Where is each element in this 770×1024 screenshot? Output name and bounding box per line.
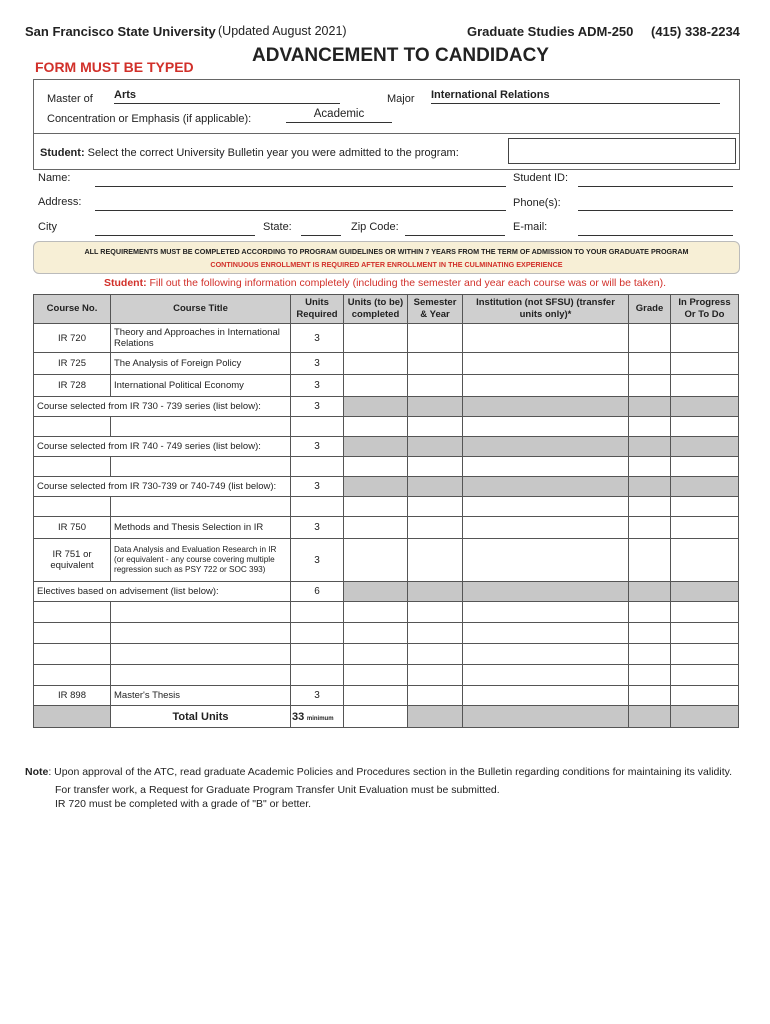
- semester-cell[interactable]: [408, 686, 463, 706]
- course-title: Theory and Approaches in International Relations: [111, 324, 291, 353]
- units-completed-cell[interactable]: [344, 324, 408, 353]
- course-title: Methods and Thesis Selection in IR: [111, 517, 291, 539]
- office-phone: (415) 338-2234: [651, 24, 740, 39]
- validity-note: Note: Upon approval of the ATC, read graduate Academic Policies and Procedures section in the Bulletin regarding conditions for maintaining its validity.: [25, 766, 733, 778]
- units-required: 3: [291, 477, 344, 497]
- table-row: [34, 644, 739, 665]
- email-field[interactable]: [578, 222, 733, 236]
- selection-label: Course selected from IR 740 - 749 series (list below):: [34, 437, 291, 457]
- major-field[interactable]: International Relations: [431, 89, 720, 104]
- course-no-cell[interactable]: [34, 417, 111, 437]
- email-label: E-mail:: [513, 221, 548, 233]
- city-label: City: [38, 221, 57, 233]
- units-required: 3: [291, 437, 344, 457]
- transfer-note: For transfer work, a Request for Graduate Program Transfer Unit Evaluation must be submitted.: [55, 784, 500, 796]
- course-title: Data Analysis and Evaluation Research in IR (or equivalent - any course covering multiple regression such as PSY 722 or SOC 393): [111, 539, 291, 582]
- total-units-label: Total Units: [111, 706, 291, 728]
- fill-instruction: Student: Fill out the following information completely (including the semester and year each course was or will be taken).: [104, 277, 666, 289]
- table-row: [34, 665, 739, 686]
- course-title: The Analysis of Foreign Policy: [111, 353, 291, 375]
- units-required: 3: [291, 324, 344, 353]
- course-title: International Political Economy: [111, 375, 291, 397]
- table-row: [34, 582, 739, 602]
- col-units-required: Units Required: [291, 295, 344, 324]
- master-of-label: Master of: [47, 93, 93, 105]
- table-row: [34, 602, 739, 623]
- requirements-line-2: CONTINUOUS ENROLLMENT IS REQUIRED AFTER ENROLLMENT IN THE CULMINATING EXPERIENCE: [210, 260, 563, 269]
- institution-cell[interactable]: [463, 324, 629, 353]
- grade-cell[interactable]: [629, 375, 671, 397]
- master-of-field[interactable]: Arts: [114, 89, 340, 104]
- course-no-cell[interactable]: [34, 457, 111, 477]
- name-field[interactable]: [95, 173, 506, 187]
- course-no: IR 898: [34, 686, 111, 706]
- phone-field[interactable]: [578, 197, 733, 211]
- col-in-progress: In Progress Or To Do: [671, 295, 739, 324]
- city-field[interactable]: [95, 222, 255, 236]
- selection-label: Electives based on advisement (list below):: [34, 582, 291, 602]
- course-title: Master's Thesis: [111, 686, 291, 706]
- in-progress-cell[interactable]: [671, 517, 739, 539]
- course-no: IR 720: [34, 324, 111, 353]
- table-row: [34, 397, 739, 417]
- requirements-banner: [33, 241, 740, 274]
- address-field[interactable]: [95, 197, 506, 211]
- in-progress-cell[interactable]: [671, 375, 739, 397]
- col-units-completed: Units (to be) completed: [344, 295, 408, 324]
- grade-cell[interactable]: [629, 324, 671, 353]
- in-progress-cell[interactable]: [671, 686, 739, 706]
- semester-cell[interactable]: [408, 324, 463, 353]
- selection-label: Course selected from IR 730 - 739 series (list below):: [34, 397, 291, 417]
- in-progress-cell[interactable]: [671, 353, 739, 375]
- course-title-cell[interactable]: [111, 417, 291, 437]
- form-typed-notice: FORM MUST BE TYPED: [35, 59, 194, 75]
- phone-label: Phone(s):: [513, 197, 561, 209]
- col-course-title: Course Title: [111, 295, 291, 324]
- institution-cell[interactable]: [463, 517, 629, 539]
- units-required: 3: [291, 539, 344, 582]
- selection-label: Course selected from IR 730-739 or 740-749 (list below):: [34, 477, 291, 497]
- zip-label: Zip Code:: [351, 221, 399, 233]
- student-id-field[interactable]: [578, 173, 733, 187]
- in-progress-cell[interactable]: [671, 539, 739, 582]
- name-label: Name:: [38, 172, 71, 184]
- col-semester: Semester & Year: [408, 295, 463, 324]
- institution-cell[interactable]: [463, 353, 629, 375]
- units-required: 6: [291, 582, 344, 602]
- state-field[interactable]: [301, 222, 341, 236]
- bulletin-label: Student: Select the correct University Bulletin year you were admitted to the program:: [40, 147, 459, 159]
- units-completed-cell[interactable]: [344, 539, 408, 582]
- semester-cell[interactable]: [408, 539, 463, 582]
- table-row: [34, 517, 739, 539]
- table-row: [34, 353, 739, 375]
- total-row: [34, 706, 739, 728]
- grade-cell[interactable]: [629, 353, 671, 375]
- course-no-cell[interactable]: [34, 497, 111, 517]
- units-required: 3: [291, 397, 344, 417]
- student-id-label: Student ID:: [513, 172, 569, 184]
- table-row: [34, 457, 739, 477]
- total-units-value: 33 minimum: [291, 706, 344, 728]
- table-row: [34, 686, 739, 706]
- grade-cell[interactable]: [629, 517, 671, 539]
- grade-cell[interactable]: [629, 686, 671, 706]
- semester-cell[interactable]: [408, 375, 463, 397]
- course-no: IR 751 or equivalent: [34, 539, 111, 582]
- units-required: 3: [291, 375, 344, 397]
- institution-cell[interactable]: [463, 539, 629, 582]
- institution-cell[interactable]: [463, 686, 629, 706]
- units-required: 3: [291, 517, 344, 539]
- table-row: [34, 324, 739, 353]
- course-title-cell[interactable]: [111, 497, 291, 517]
- table-row: [34, 417, 739, 437]
- course-title-cell[interactable]: [111, 457, 291, 477]
- major-label: Major: [387, 93, 415, 105]
- semester-cell[interactable]: [408, 353, 463, 375]
- col-institution: Institution (not SFSU) (transfer units only)*: [463, 295, 629, 324]
- course-no: IR 728: [34, 375, 111, 397]
- concentration-label: Concentration or Emphasis (if applicable):: [47, 113, 252, 125]
- table-row: [34, 623, 739, 644]
- bulletin-year-field[interactable]: [508, 138, 736, 164]
- address-label: Address:: [38, 196, 82, 208]
- units-required: 3: [291, 353, 344, 375]
- state-label: State:: [263, 221, 292, 233]
- page-title: ADVANCEMENT TO CANDIDACY: [252, 45, 549, 66]
- course-no: IR 725: [34, 353, 111, 375]
- in-progress-cell[interactable]: [671, 324, 739, 353]
- table-row: [34, 437, 739, 457]
- units-required: 3: [291, 686, 344, 706]
- course-no: IR 750: [34, 517, 111, 539]
- table-row: [34, 539, 739, 582]
- col-course-no: Course No.: [34, 295, 111, 324]
- office-code: Graduate Studies ADM-250: [467, 24, 634, 39]
- col-grade: Grade: [629, 295, 671, 324]
- semester-cell[interactable]: [408, 517, 463, 539]
- concentration-field[interactable]: Academic: [286, 108, 392, 123]
- units-completed-cell[interactable]: [344, 353, 408, 375]
- bulletin-row: [33, 133, 740, 170]
- university-name: San Francisco State University: [25, 24, 216, 39]
- units-completed-cell[interactable]: [344, 517, 408, 539]
- table-row: [34, 375, 739, 397]
- table-row: [34, 497, 739, 517]
- grade-note: IR 720 must be completed with a grade of "B" or better.: [55, 798, 312, 810]
- units-completed-cell[interactable]: [344, 375, 408, 397]
- grade-cell[interactable]: [629, 539, 671, 582]
- updated-date: (Updated August 2021): [218, 24, 347, 38]
- requirements-line-1: ALL REQUIREMENTS MUST BE COMPLETED ACCORDING TO PROGRAM GUIDELINES OR WITHIN 7 YEARS FROM THE TERM OF ADMISSION TO YOUR GRADUATE PROGRAM: [84, 247, 689, 256]
- zip-field[interactable]: [405, 222, 505, 236]
- program-box: [33, 79, 740, 134]
- table-row: [34, 477, 739, 497]
- course-table: [33, 294, 739, 728]
- table-header-row: [34, 295, 739, 324]
- units-completed-cell[interactable]: [344, 686, 408, 706]
- institution-cell[interactable]: [463, 375, 629, 397]
